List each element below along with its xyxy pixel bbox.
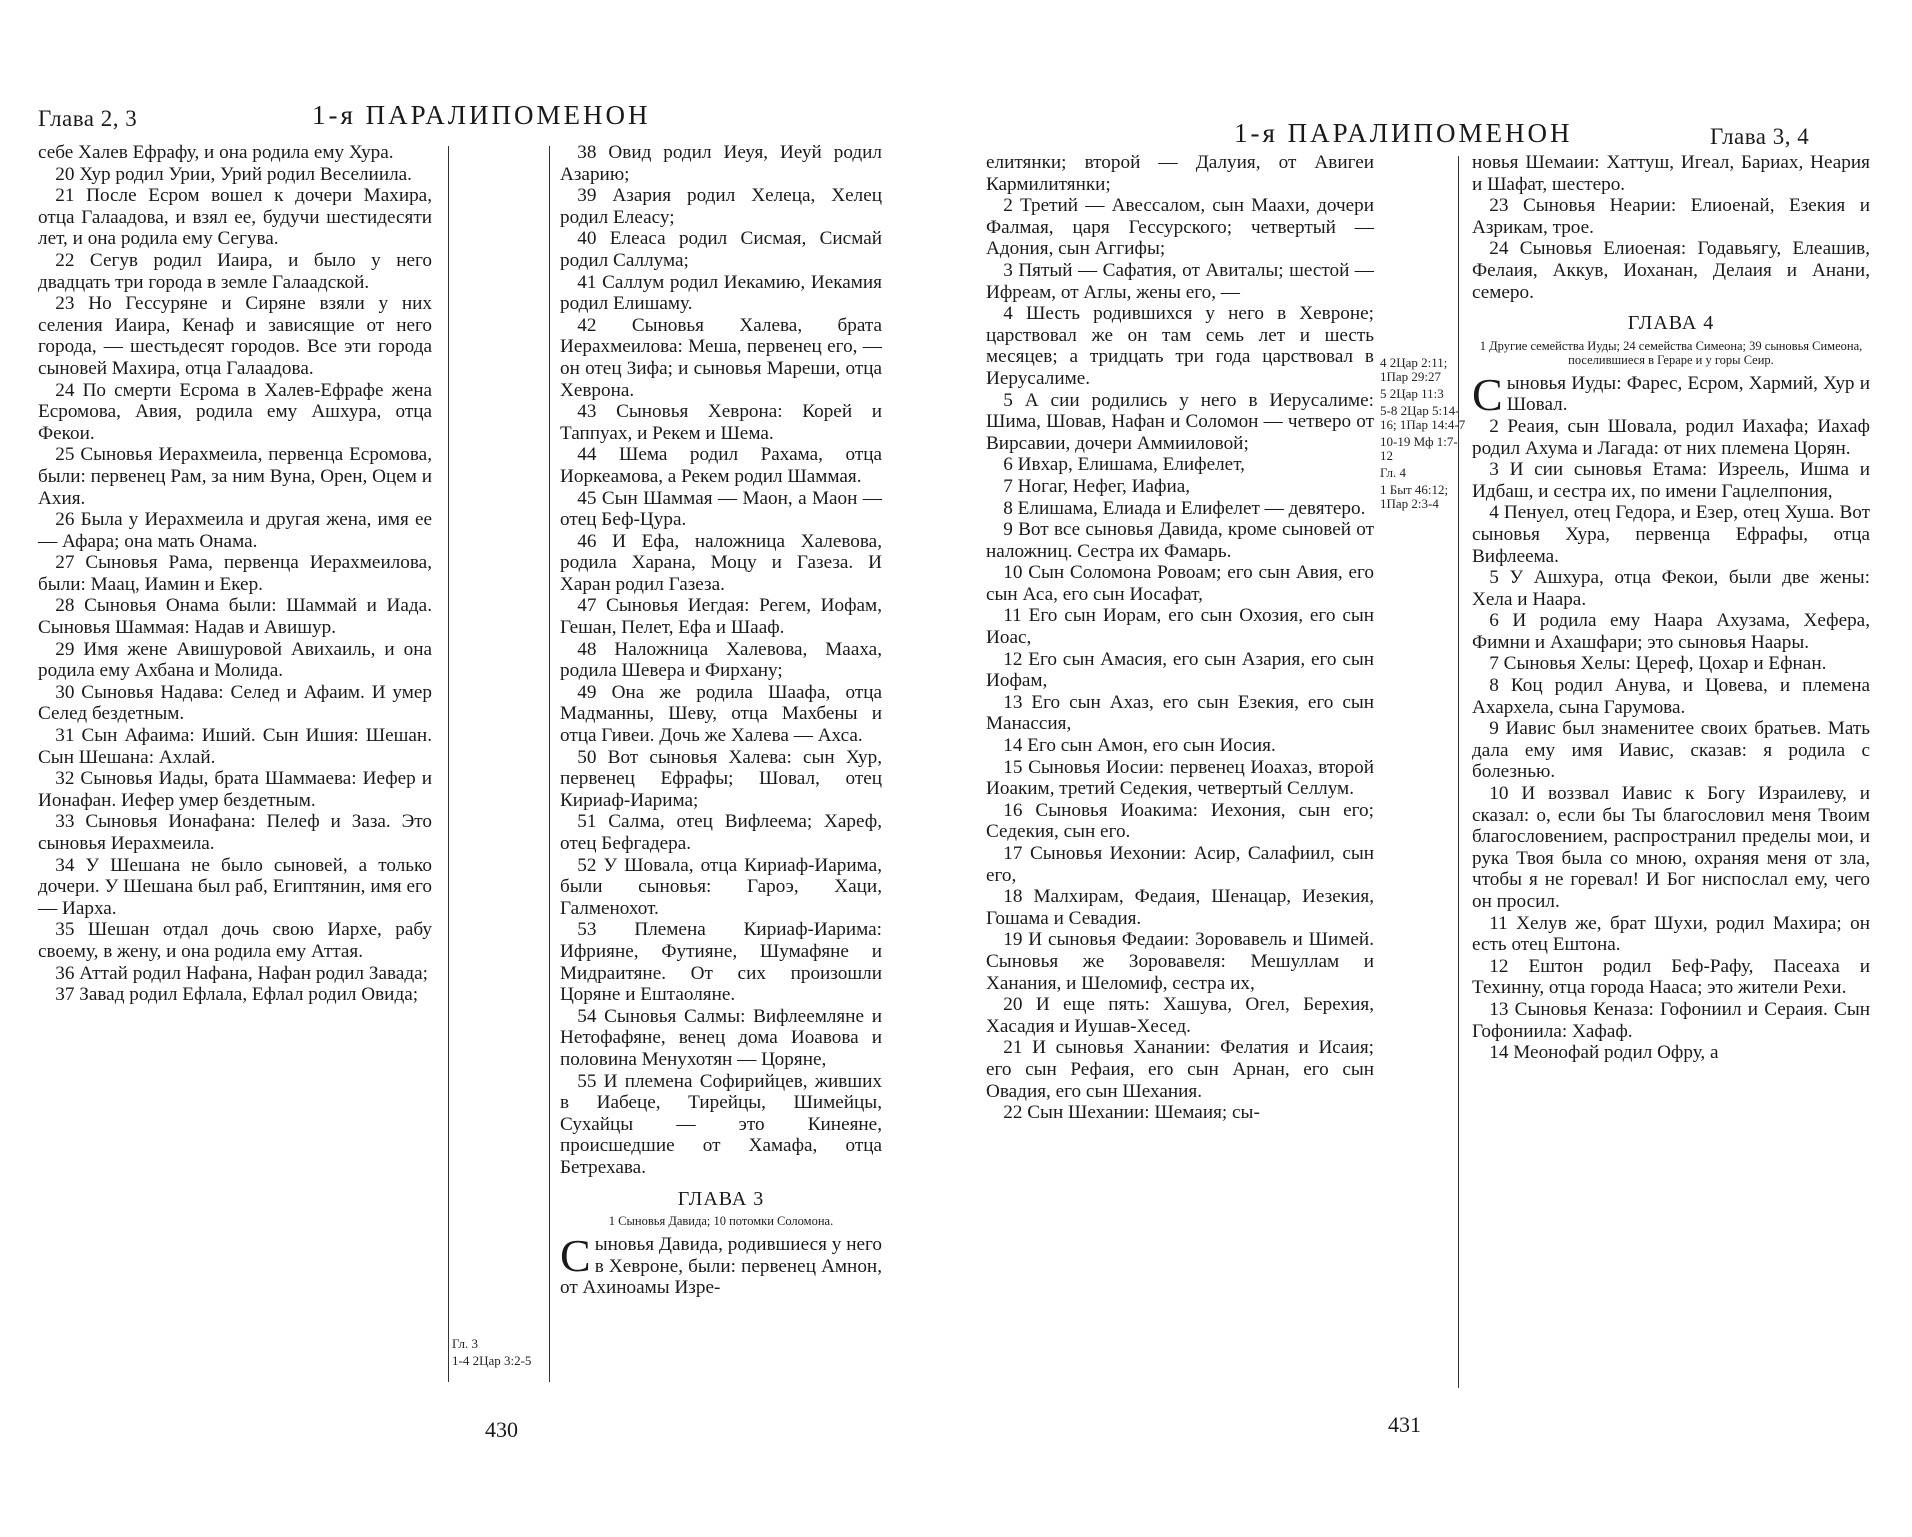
verse: 44 Шема родил Рахама, отца Иоркеамова, а Рекем родил Шаммая. bbox=[560, 444, 882, 487]
right-column-rule bbox=[1458, 156, 1459, 1388]
verse: 11 Его сын Иорам, его сын Охозия, его сын Иоас, bbox=[986, 605, 1374, 649]
verse: 54 Сыновья Салмы: Вифлеемляне и Нетофафяне, венец дома Иоавова и половина Менухотян — Цоряне, bbox=[560, 1005, 882, 1070]
verse: 46 И Ефа, наложница Халевова, родила Харана, Моцу и Газеза. И Харан родил Газеза. bbox=[560, 530, 882, 595]
verse: 2 Третий — Авессалом, сын Маахи, дочери Фалмая, царя Гессурского; четвертый — Адония, сын Аггифы; bbox=[986, 195, 1374, 260]
verse: 36 Аттай родил Нафана, Нафан родил Завада; bbox=[55, 962, 428, 984]
verse: 10 И воззвал Иавис к Богу Израилеву, и сказал: о, если бы Ты благословил меня Твоим благословением, распространил пределы мои, и рука Твоя была со мною, охраняя меня от зла, чтобы я не горевал! И Бог ниспослал ему, чего он просил. bbox=[1472, 783, 1870, 912]
verse: 40 Елеаса родил Сисмая, Сисмай родил Саллума; bbox=[560, 228, 882, 271]
verse: 37 Завад родил Ефлала, Ефлал родил Овида; bbox=[55, 984, 419, 1006]
chapter4-first-text: ыновья Иуды: Фарес, Есром, Хармий, Хур и Шовал. bbox=[1506, 372, 1870, 416]
left-column-1 bbox=[38, 142, 432, 1006]
verse: 52 У Шовала, отца Кириаф-Иарима, были сыновья: Гароэ, Хаци, Галменохот. bbox=[560, 854, 882, 919]
cross-reference: 1-4 2Цар 3:2-5 bbox=[452, 1353, 532, 1368]
verse: 5 А сии родились у него в Иерусалиме: Шима, Шовав, Нафан и Соломон — четверо от Вирсавии, дочери Аммииловой; bbox=[986, 389, 1374, 454]
verse: 21 И сыновья Ханании: Фелатия и Исаия; его сын Рефаия, его сын Арнан, его сын Овадия, его сын Шехания. bbox=[986, 1037, 1374, 1102]
verse: 49 Она же родила Шаафа, отца Мадманны, Шеву, отца Махбены и отца Гивеи. Дочь же Халева — Ахса. bbox=[560, 681, 882, 747]
verse: 16 Сыновья Иоакима: Иехония, сын его; Седекия, сын его. bbox=[986, 799, 1374, 843]
verse: 31 Сын Афаима: Иший. Сын Ишия: Шешан. Сын Шешана: Ахлай. bbox=[38, 725, 432, 768]
verse: новья Шемаии: Хаттуш, Игеал, Бариах, Неария и Шафат, шестеро. bbox=[1472, 152, 1870, 195]
right-column-2-bottom bbox=[1472, 416, 1870, 1064]
verse: 30 Сыновья Надава: Селед и Афаим. И умер Селед бездетным. bbox=[38, 681, 432, 725]
verse: 13 Сыновья Кеназа: Гофониил и Сераия. Сын Гофониила: Хафаф. bbox=[1472, 998, 1870, 1042]
verse: 20 И еще пять: Хашува, Огел, Берехия, Хасадия и Иушав-Хесед. bbox=[986, 994, 1374, 1037]
verse: 39 Азария родил Хелеца, Хелец родил Елеасу; bbox=[560, 185, 882, 228]
left-margin-refs bbox=[452, 1337, 544, 1371]
verse: 29 Имя жене Авишуровой Авихаиль, и она родила ему Ахбана и Молида. bbox=[38, 638, 432, 682]
left-chapter-header: Глава 2, 3 bbox=[38, 106, 138, 131]
verse: себе Халев Ефрафу, и она родила ему Хура. bbox=[38, 142, 394, 163]
verse: 4 Шесть родившихся у него в Хевроне; царствовал же он там семь лет и шесть месяцев; а тридцать три года царствовал в Иерусалиме. bbox=[986, 303, 1374, 389]
verse: 45 Сын Шаммая — Маон, а Маон — отец Беф-Цура. bbox=[560, 487, 882, 531]
verse: 8 Коц родил Анува, и Цовева, и племена Ахархела, сына Гарумова. bbox=[1472, 675, 1870, 718]
verse: 12 Его сын Амасия, его сын Азария, его сын Иофам, bbox=[986, 648, 1374, 692]
verse: 8 Елишама, Елиада и Елифелет — девятеро. bbox=[1003, 497, 1366, 519]
left-column-rule-2 bbox=[549, 146, 550, 1382]
verse: 25 Сыновья Иерахмеила, первенца Есромова, были: первенец Рам, за ним Вуна, Орен, Оцем и Ахия. bbox=[38, 444, 432, 509]
verse: 9 Иавис был знаменитее своих братьев. Мать дала ему имя Иавис, сказав: я родила с болезнью. bbox=[1472, 718, 1870, 783]
verse: 43 Сыновья Хеврона: Корей и Таппуах, и Рекем и Шема. bbox=[560, 401, 882, 444]
right-column-2 bbox=[1472, 152, 1870, 1064]
verse: 6 И родила ему Наара Ахузама, Хефера, Фимни и Ахашфари; это сыновья Наары. bbox=[1472, 610, 1870, 653]
verse: 24 По смерти Есрома в Халев-Ефрафе жена Есромова, Авия, родила ему Ашхура, отца Фекои. bbox=[38, 379, 432, 444]
verse: 3 Пятый — Сафатия, от Авиталы; шестой — Ифреам, от Аглы, жены его, — bbox=[986, 259, 1374, 303]
verse: 9 Вот все сыновья Давида, кроме сыновей от наложниц. Сестра их Фамарь. bbox=[986, 519, 1374, 562]
chapter3-heading: ГЛАВА 3 bbox=[677, 1187, 765, 1210]
cross-reference: Гл. 4 bbox=[1380, 465, 1407, 480]
chapter3-summary: 1 Сыновья Давида; 10 потомки Соломона. bbox=[608, 1214, 834, 1229]
verse: 11 Хелув же, брат Шухи, родил Махира; он есть отец Ештона. bbox=[1472, 912, 1870, 956]
left-page-number: 430 bbox=[485, 1417, 518, 1442]
verse: 22 Сегув родил Иаира, и было у него двадцать три города в земле Галаадской. bbox=[38, 249, 432, 293]
right-margin-refs bbox=[1380, 356, 1470, 514]
verse: 3 И сии сыновья Етама: Изреель, Ишма и Идбаш, и сестра их, по имени Гацлелпония, bbox=[1472, 459, 1870, 502]
verse: 42 Сыновья Халева, брата Иерахмеилова: Меша, первенец его, — он отец Зифа; и сыновья Мареши, отца Хеврона. bbox=[560, 314, 882, 401]
verse: 23 Сыновья Неарии: Елиоенай, Езекия и Азрикам, трое. bbox=[1472, 195, 1870, 238]
verse: 33 Сыновья Ионафана: Пелеф и Заза. Это сыновья Иерахмеила. bbox=[38, 811, 432, 854]
cross-reference: 1 Быт 46:12; 1Пар 2:3-4 bbox=[1380, 482, 1449, 511]
chapter4-summary: 1 Другие семейства Иуды; 24 семейства Симеона; 39 сыновья Симеона, поселившиеся в Гераре и у горы Сеир. bbox=[1479, 338, 1863, 367]
verse: 2 Реаия, сын Шовала, родил Иахафа; Иахаф родил Ахума и Лагада: от них племена Цорян. bbox=[1472, 415, 1870, 459]
verse: 23 Но Гессуряне и Сиряне взяли у них селения Иаира, Кенаф и зависящие от него города, — шестьдесят городов. Все эти города сыновей Махира, отца Галаадова. bbox=[38, 293, 432, 379]
verse: 34 У Шешана не было сыновей, а только дочери. У Шешана был раб, Египтянин, имя его — Иарха. bbox=[38, 854, 432, 919]
verse: елитянки; второй — Далуия, от Авигеи Кармилитянки; bbox=[986, 152, 1374, 195]
verse: 7 Ногаг, Нефег, Иафиа, bbox=[1003, 475, 1191, 497]
verse: 20 Хур родил Урии, Урий родил Веселиила. bbox=[55, 163, 412, 185]
left-book-title: 1-я ПАРАЛИПОМЕНОН bbox=[312, 100, 651, 130]
verse: 53 Племена Кириаф-Иарима: Ифрияне, Футияне, Шумафяне и Мидраитяне. От сих произошли Цоряне и Ештаоляне. bbox=[560, 919, 882, 1006]
cross-reference: 5-8 2Цар 5:14-16; 1Пар 14:4-7 bbox=[1380, 403, 1466, 432]
verse: 38 Овид родил Иеуя, Иеуй родил Азарию; bbox=[560, 142, 882, 185]
verse: 15 Сыновья Иосии: первенец Иоахаз, второй Иоаким, третий Седекия, четвертый Селлум. bbox=[986, 756, 1374, 800]
verse: 12 Ештон родил Беф-Рафу, Пасеаха и Техинну, отца города Нааса; это жители Рехи. bbox=[1472, 955, 1870, 999]
verse: 35 Шешан отдал дочь свою Иархе, рабу своему, в жену, и она родила ему Аттая. bbox=[38, 919, 432, 962]
verse: 26 Была у Иерахмеила и другая жена, имя ее — Афара; она мать Онама. bbox=[38, 509, 432, 552]
verse: 24 Сыновья Елиоеная: Годавьягу, Елеашив, Фелаия, Аккув, Иоханан, Делаия и Анани, семеро. bbox=[1472, 238, 1870, 303]
verse: 41 Саллум родил Иекамию, Иекамия родил Елишаму. bbox=[560, 271, 882, 315]
cross-reference: Гл. 3 bbox=[452, 1336, 479, 1351]
verse: 10 Сын Соломона Ровоам; его сын Авия, его сын Аса, его сын Иосафат, bbox=[986, 562, 1374, 605]
verse: 32 Сыновья Иады, брата Шаммаева: Иефер и Ионафан. Иефер умер бездетным. bbox=[38, 768, 432, 811]
left-column-rule-1 bbox=[448, 146, 449, 1382]
left-column-2-verses bbox=[560, 142, 882, 1179]
cross-reference: 5 2Цар 11:3 bbox=[1380, 386, 1444, 401]
verse: 4 Пенуел, отец Гедора, и Езер, отец Хуша. Вот сыновья Хура, первенца Ефрафы, отца Вифлеема. bbox=[1472, 502, 1870, 567]
right-column-1 bbox=[986, 152, 1374, 1124]
chapter3-first-text: ыновья Давида, родившиеся у него в Хевроне, были: первенец Амнон, от Ахиноамы Изре- bbox=[560, 1234, 882, 1299]
verse: 14 Его сын Амон, его сын Иосия. bbox=[1003, 735, 1276, 757]
verse: 6 Ивхар, Елишама, Елифелет, bbox=[1003, 454, 1245, 476]
chapter4-dropcap: С bbox=[1472, 368, 1503, 420]
verse: 27 Сыновья Рама, первенца Иерахмеилова, были: Маац, Иамин и Екер. bbox=[38, 552, 432, 595]
right-page bbox=[956, 0, 1912, 1537]
right-book-title: 1-я ПАРАЛИПОМЕНОН bbox=[1234, 118, 1573, 148]
verse: 50 Вот сыновья Халева: сын Хур, первенец Ефрафы; Шовал, отец Кириаф-Иарима; bbox=[560, 746, 882, 811]
verse: 19 И сыновья Федаии: Зоровавель и Шимей. Сыновья же Зоровавеля: Мешуллам и Ханания, и Шеломиф, сестра их, bbox=[986, 929, 1374, 994]
cross-reference: 4 2Цар 2:11; 1Пар 29:27 bbox=[1380, 355, 1448, 384]
chapter3-verse1 bbox=[560, 1230, 882, 1299]
verse: 17 Сыновья Иехонии: Асир, Салафиил, сын его, bbox=[986, 843, 1374, 886]
verse: 28 Сыновья Онама были: Шаммай и Иада. Сыновья Шаммая: Надав и Авишур. bbox=[38, 595, 432, 639]
verse: 7 Сыновья Хелы: Цереф, Цохар и Ефнан. bbox=[1489, 653, 1827, 675]
chapter4-heading: ГЛАВА 4 bbox=[1627, 312, 1715, 335]
chapter3-dropcap: С bbox=[560, 1230, 591, 1282]
cross-reference: 10-19 Мф 1:7-12 bbox=[1380, 434, 1458, 463]
left-column-2 bbox=[560, 142, 882, 1299]
verse: 55 И племена Софирийцев, живших в Иабеце, Тирейцы, Шимейцы, Сухайцы — это Кинеяне, происшедшие от Хамафа, отца Бетрехава. bbox=[560, 1070, 882, 1178]
verse: 18 Малхирам, Федаия, Шенацар, Иезекия, Гошама и Севадия. bbox=[986, 886, 1374, 929]
verse: 5 У Ашхура, отца Фекои, были две жены: Хела и Наара. bbox=[1472, 567, 1870, 610]
right-page-number: 431 bbox=[1388, 1412, 1421, 1437]
verse: 48 Наложница Халевова, Мааха, родила Шевера и Фирхану; bbox=[560, 638, 882, 682]
right-column-2-top bbox=[1472, 152, 1870, 303]
verse: 22 Сын Шехании: Шемаия; сы- bbox=[1003, 1102, 1260, 1124]
chapter4-verse1 bbox=[1472, 368, 1870, 420]
right-chapter-header: Глава 3, 4 bbox=[1710, 124, 1810, 149]
verse: 21 После Есром вошел к дочери Махира, отца Галаадова, и взял ее, будучи шестидесяти лет, и она родила ему Сегува. bbox=[38, 185, 432, 250]
verse: 13 Его сын Ахаз, его сын Езекия, его сын Манассия, bbox=[986, 691, 1374, 735]
verse: 47 Сыновья Иегдая: Регем, Иофам, Гешан, Пелет, Ефа и Шааф. bbox=[560, 595, 882, 639]
verse: 51 Салма, отец Вифлеема; Хареф, отец Бефгадера. bbox=[560, 811, 882, 854]
verse: 14 Меонофай родил Офру, а bbox=[1489, 1042, 1719, 1064]
